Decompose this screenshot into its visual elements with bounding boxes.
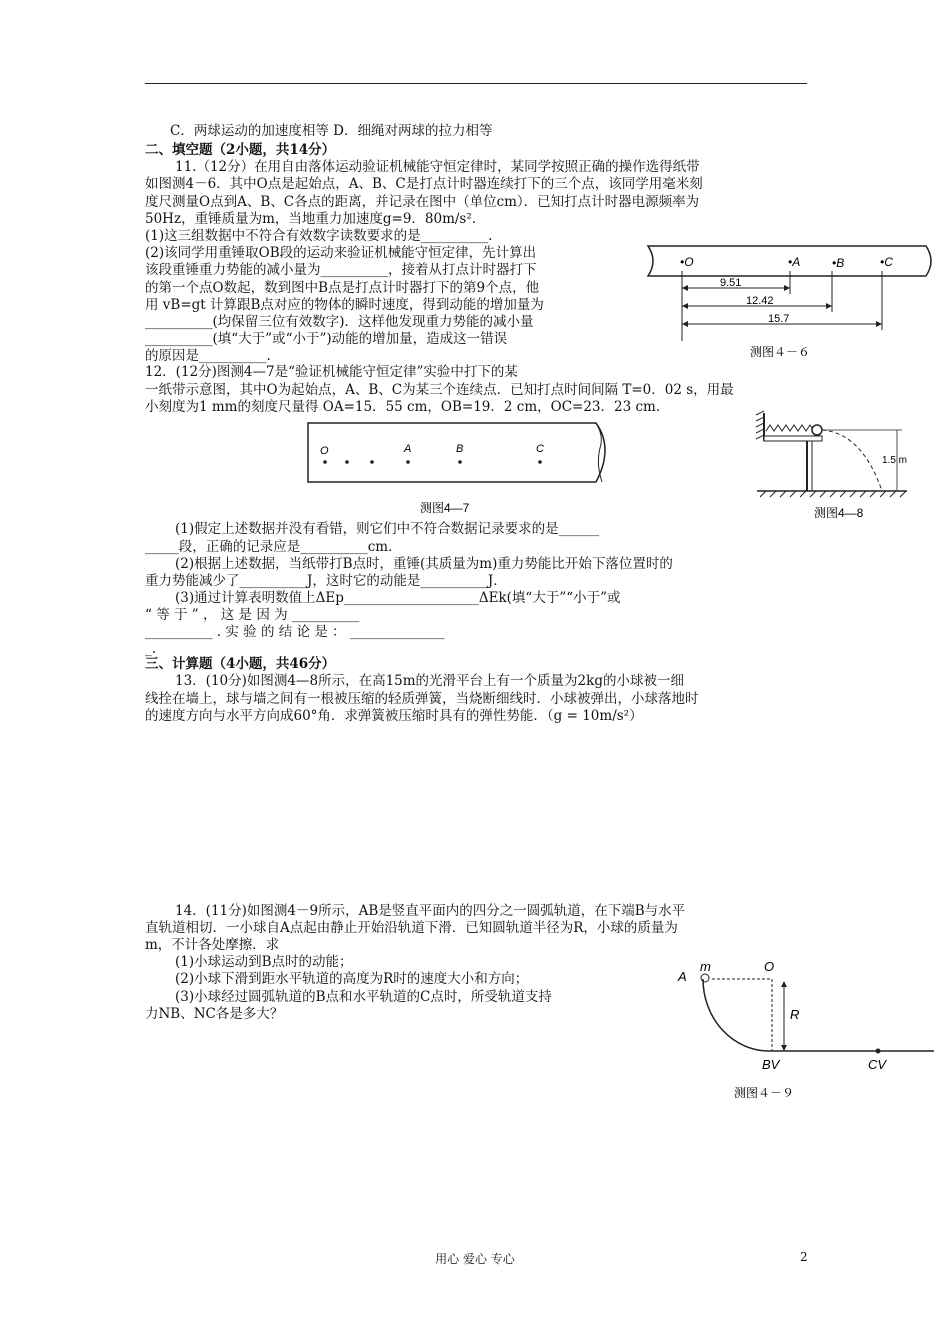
- text-line: (2)小球下滑到距水平轨道的高度为R时的速度大小和方向；: [175, 971, 529, 987]
- text-line: (1)这三组数据中不符合有效数字读数要求的是__________.: [145, 228, 493, 244]
- text-line: (2)该同学用重锤取OB段的运动来验证机械能守恒定律，先计算出: [145, 245, 537, 261]
- text-line: 50Hz，重锤质量为m，当地重力加速度g=9．80m/s².: [145, 211, 477, 227]
- header-rule: [145, 83, 807, 84]
- dim-oa: 9.51: [720, 277, 742, 289]
- text-line: (1)假定上述数据并没有看错，则它们中不符合数据记录要求的是______: [175, 521, 600, 537]
- dim-oc: 15.7: [768, 313, 790, 325]
- tape-c-label: C: [536, 443, 544, 455]
- text-line: (2)根据上述数据，当纸带打B点时，重锤(其质量为m)重力势能比开始下落位置时的: [175, 556, 673, 572]
- text-line: 小刻度为1 mm的刻度尺量得 OA=15．55 cm，OB=19．2 cm，OC=23．23 cm．: [145, 399, 670, 415]
- text-line: __________ . 实 验 的 结 论 是 ： ______________: [145, 624, 445, 640]
- page-number: 2: [800, 1250, 808, 1264]
- text-line: 的速度方向与水平方向成60°角．求弹簧被压缩时具有的弹性势能．（g = 10m/s²）: [145, 708, 643, 724]
- label-a: A: [678, 969, 687, 984]
- text-line: _.: [145, 641, 157, 657]
- text-line: 14．(11分)如图测4－9所示，AB是竖直平面内的四分之一圆弧轨道，在下端B与水平: [175, 903, 686, 919]
- figure-4-8: [752, 405, 912, 523]
- text-line: 力NB、NC各是多大？: [145, 1006, 284, 1022]
- figure-4-9-caption: 测图４－９: [734, 1086, 795, 1100]
- figure-4-6: [640, 236, 940, 366]
- label-cv: CV: [868, 1057, 887, 1072]
- text-line: __________(均保留三位有效数字)．这样他发现重力势能的减小量: [145, 314, 534, 330]
- text-line: (3)小球经过圆弧轨道的B点和水平轨道的C点时，所受轨道支持: [175, 989, 552, 1005]
- label-bv: BV: [762, 1057, 780, 1072]
- section-heading: 二、填空题（2小题，共14分）: [145, 142, 336, 158]
- text-line: 重力势能减少了__________J，这时它的动能是__________J．: [145, 573, 507, 589]
- figure-4-8-caption: 测图4—8: [814, 506, 864, 520]
- text-line: __________(填“大于”或“小于”)动能的增加量，造成这一错误: [145, 331, 508, 347]
- tape-a-label: A: [404, 443, 412, 455]
- point-o-label: •O: [680, 255, 694, 269]
- text-line: 11.（12分）在用自由落体运动验证机械能守恒定律时，某同学按照正确的操作选得纸带: [175, 159, 700, 175]
- label-r: R: [790, 1007, 800, 1022]
- text-line: (1)小球运动到B点时的动能；: [175, 954, 353, 970]
- text-line: 用 vB=gt 计算跟B点对应的物体的瞬时速度，得到动能的增加量为: [145, 297, 544, 313]
- text-line: m，不计各处摩擦．求: [145, 937, 280, 953]
- page-footer: 用心 爱心 专心: [435, 1252, 515, 1266]
- height-label: 1.5 m: [882, 455, 908, 466]
- tape-o-label: O: [320, 445, 329, 457]
- figure-4-6-caption: 测图４－６: [750, 345, 811, 359]
- point-a-label: •A: [788, 255, 801, 269]
- text-line: 该段重锤重力势能的减小量为__________，接着从打点计时器打下: [145, 262, 537, 278]
- text-line: 12．(12分)图测4—7是“验证机械能守恒定律”实验中打下的某: [145, 364, 518, 380]
- figure-4-7: [300, 418, 620, 518]
- section-heading: 三、计算题（4小题，共46分）: [145, 656, 336, 672]
- point-c-label: •C: [880, 255, 893, 269]
- text-line: 度尺测量O点到A、B、C各点的距离，并记录在图中（单位cm）．已知打点计时器电源频率为: [145, 194, 700, 210]
- figure-4-9: [672, 955, 942, 1105]
- text-line: 线拴在墙上，球与墙之间有一根被压缩的轻质弹簧，当烧断细线时．小球被弹出，小球落地时: [145, 691, 699, 707]
- text-line: (3)通过计算表明数值上ΔEp____________________ΔEk(填“大于”“小于”或: [175, 590, 621, 606]
- text-line: 的原因是__________.: [145, 348, 271, 364]
- text-line: 如图测4－6．其中O点是起始点，A、B、C是打点计时器连续打下的三个点，该同学用毫米刻: [145, 176, 703, 192]
- label-o: O: [764, 959, 775, 974]
- text-line: 一纸带示意图，其中O为起始点，A、B、C为某三个连续点．已知打点时间间隔 T=0．02 s，用最: [145, 382, 734, 398]
- text-line: 直轨道相切．一小球自A点起由静止开始沿轨道下滑．已知圆轨道半径为R，小球的质量为: [145, 920, 678, 936]
- text-line: 的第一个点O数起，数到图中B点是打点计时器打下的第9个点，他: [145, 280, 540, 296]
- text-line: “ 等 于 ” ， 这 是 因 为 __________: [145, 607, 360, 623]
- text-line: 13．(10分)如图测4—8所示，在高15m的光滑平台上有一个质量为2kg的小球被一细: [175, 673, 684, 689]
- dim-ob: 12.42: [746, 295, 774, 307]
- text-line: C．两球运动的加速度相等 D．细绳对两球的拉力相等: [170, 123, 493, 139]
- text-line: _____段，正确的记录应是__________cm．: [145, 539, 402, 555]
- figure-4-7-caption: 测图4—7: [420, 501, 470, 515]
- label-m: m: [700, 959, 711, 974]
- point-b-label: •B: [832, 256, 845, 270]
- tape-b-label: B: [456, 443, 464, 455]
